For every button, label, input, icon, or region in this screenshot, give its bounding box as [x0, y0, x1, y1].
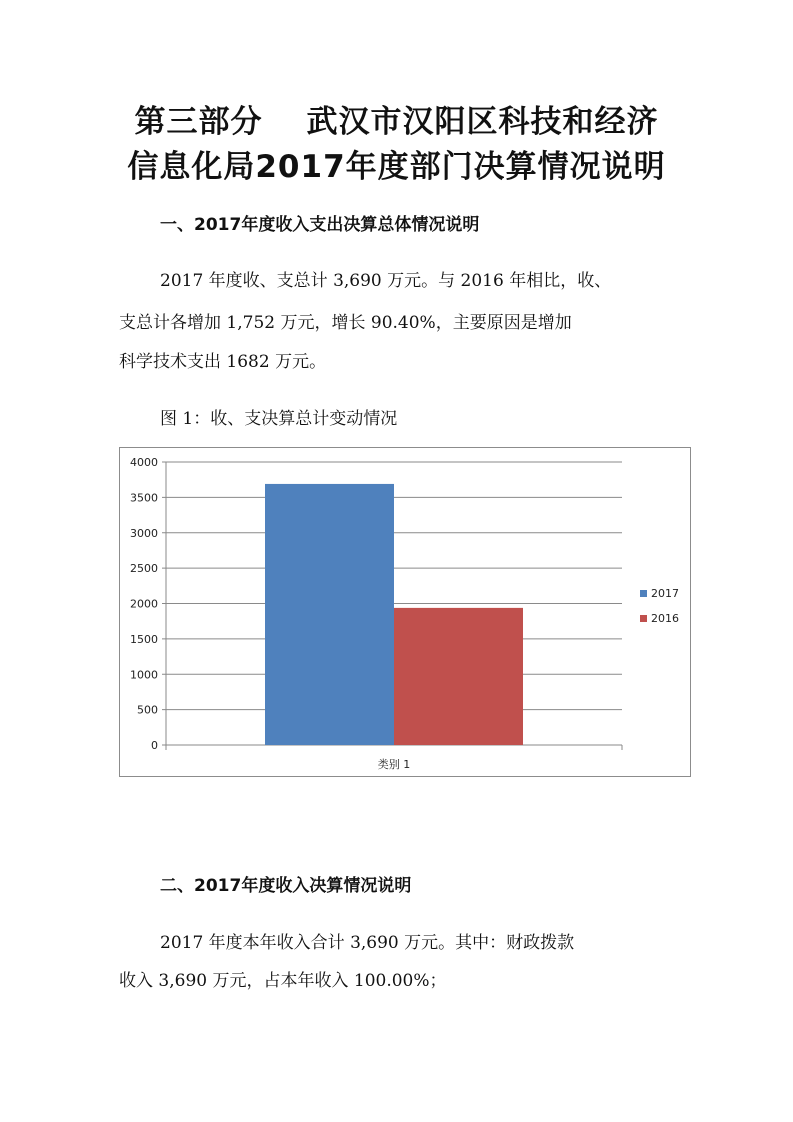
section2-paragraph-line2: 收入 3,690 万元，占本年收入 100.00%； — [119, 971, 447, 991]
section1-paragraph-line2: 支总计各增加 1,752 万元，增长 90.40%，主要原因是增加 — [119, 313, 572, 333]
legend-label-2016: 2016 — [651, 612, 679, 625]
page-title-line2: 信息化局2017年度部门决算情况说明 — [127, 149, 666, 185]
y-tick-label: 1000 — [130, 668, 158, 682]
x-category-label: 类别 1 — [377, 758, 411, 771]
legend-swatch-2017 — [640, 590, 647, 597]
bar-2017 — [265, 484, 394, 745]
bar-2016 — [394, 608, 523, 745]
section2-paragraph-line1: 2017 年度本年收入合计 3,690 万元。其中：财政拨款 — [160, 933, 575, 953]
y-tick-label: 0 — [151, 739, 158, 752]
legend-swatch-2016 — [640, 615, 647, 622]
section2-heading: 二、2017年度收入决算情况说明 — [160, 876, 412, 896]
section1-paragraph-line1: 2017 年度收、支总计 3,690 万元。与 2016 年相比，收、 — [160, 271, 612, 291]
legend-label-2017: 2017 — [651, 587, 679, 600]
title-unit-name: 武汉市汉阳区科技和经济 — [306, 104, 659, 140]
y-tick-label: 3000 — [130, 526, 158, 540]
y-tick-label: 500 — [137, 703, 158, 717]
section1-paragraph-line3: 科学技术支出 1682 万元。 — [119, 352, 327, 372]
page-title-line1 — [0, 96, 793, 141]
title-part-label: 第三部分 — [134, 104, 263, 140]
bar-chart — [120, 448, 690, 776]
y-tick-label: 1500 — [130, 632, 158, 646]
figure-caption: 图 1：收、支决算总计变动情况 — [160, 409, 398, 429]
y-tick-label: 2000 — [130, 597, 158, 611]
y-tick-label: 4000 — [130, 456, 158, 469]
y-tick-label: 2500 — [130, 562, 158, 576]
section1-heading: 一、2017年度收入支出决算总体情况说明 — [160, 215, 480, 235]
chart-frame — [119, 447, 691, 777]
y-tick-label: 3500 — [130, 491, 158, 505]
